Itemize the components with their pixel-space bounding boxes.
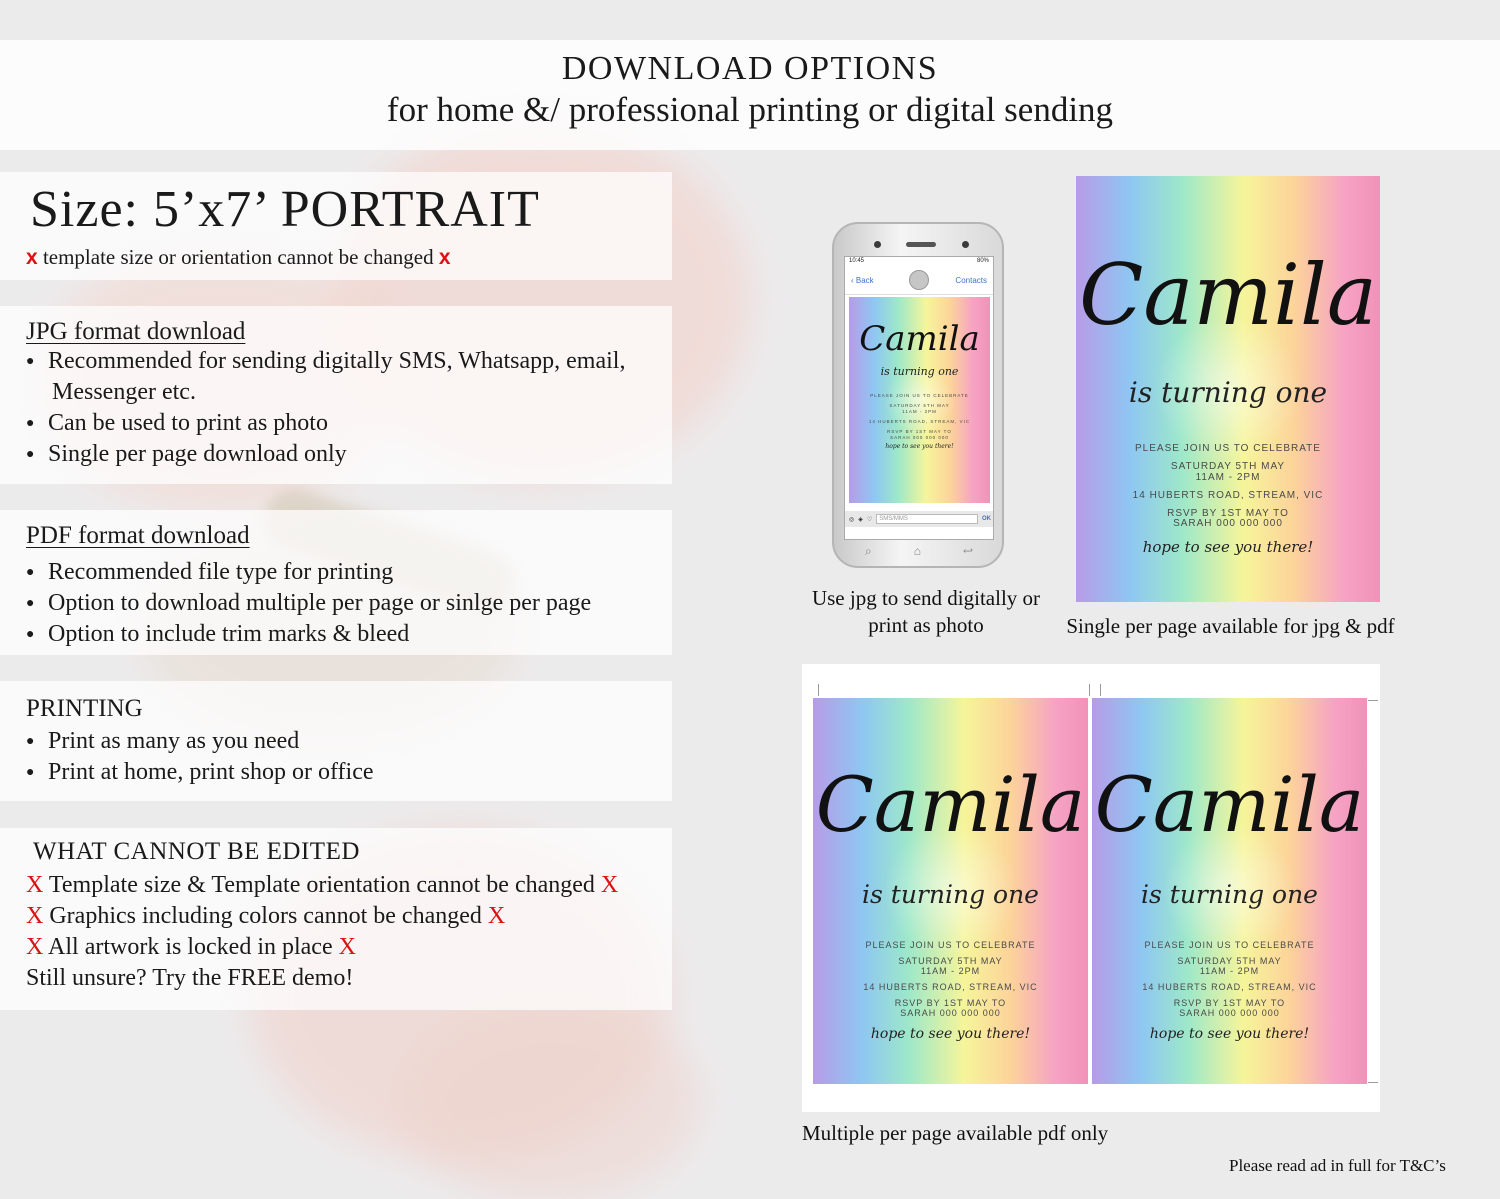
invite-line: 14 HUBERTS ROAD, STREAM, VIC (1142, 982, 1317, 992)
invite-line: SATURDAY 5TH MAY (898, 956, 1003, 966)
jpg-title: JPG format download (26, 318, 246, 345)
invite-hope: hope to see you there! (1149, 1026, 1310, 1042)
invite-line: SATURDAY 5TH MAY (889, 403, 950, 408)
phone-mockup (832, 222, 1004, 568)
avatar (909, 270, 929, 290)
invite-line: SATURDAY 5TH MAY (1177, 956, 1282, 966)
invite-line: SARAH 000 000 000 (900, 1008, 1001, 1018)
invite-line: RSVP BY 1ST MAY TO (1173, 998, 1286, 1008)
camera-icon[interactable]: ◎ (849, 516, 855, 523)
page-subtitle: for home &/ professional printing or digital sending (386, 90, 1114, 129)
red-x-icon: X (600, 872, 619, 898)
invite-line: SARAH 000 000 000 (1179, 1008, 1280, 1018)
list-item: ● Can be used to print as photo (26, 408, 625, 439)
invite-hope: hope to see you there! (1142, 538, 1314, 556)
invite-line: SARAH 000 000 000 (1173, 518, 1283, 529)
list-item: ● Recommended file type for printing (26, 557, 591, 588)
list-item: X All artwork is locked in place X (26, 934, 356, 960)
red-x-icon: X (26, 872, 44, 898)
invite-sub: is turning one (1128, 376, 1328, 409)
red-x-icon: X (338, 934, 356, 960)
list-item: ● Single per page download only (26, 439, 625, 470)
red-x-icon: X (26, 903, 44, 929)
red-x-icon: x (26, 246, 38, 269)
invite-line: RSVP BY 1ST MAY TO (1167, 508, 1289, 519)
phone-invitation (849, 297, 990, 503)
invite-line: PLEASE JOIN US TO CELEBRATE (1135, 443, 1321, 454)
list-item: ● Print as many as you need (26, 726, 374, 757)
header-banner (0, 40, 1500, 150)
red-x-icon: X (26, 934, 44, 960)
phone-screen (844, 256, 994, 540)
size-title: Size: 5’x7’ PORTRAIT (30, 181, 540, 238)
list-item-continuation: Messenger etc. (52, 379, 196, 405)
invite-hope: hope to see you there! (870, 1026, 1031, 1042)
status-time: 10:45 (849, 258, 865, 264)
invite-line: 14 HUBERTS ROAD, STREAM, VIC (1132, 490, 1324, 501)
printing-panel (0, 681, 672, 801)
search-icon[interactable]: ⌕ (865, 543, 872, 558)
invite-line: RSVP BY 1ST MAY TO (894, 998, 1007, 1008)
trim-mark (1368, 700, 1378, 701)
printing-title: PRINTING (26, 695, 143, 722)
back-link[interactable]: ‹ Back (851, 276, 874, 285)
message-input-bar (845, 511, 994, 527)
trim-mark (1368, 1082, 1378, 1083)
cannot-edit-list (26, 870, 618, 994)
sensor-icon (962, 241, 969, 248)
invite-sub: is turning one (862, 880, 1039, 909)
terms-note: Please read ad in full for T&C’s (1229, 1156, 1446, 1175)
invite-name: Camila (815, 760, 1086, 849)
speaker-icon (906, 242, 936, 247)
pdf-panel (0, 510, 672, 655)
list-item: ● Print at home, print shop or office (26, 757, 374, 788)
home-icon[interactable]: ⌂ (913, 543, 921, 558)
demo-note: Still unsure? Try the FREE demo! (26, 965, 354, 991)
invite-line: 11AM - 2PM (1199, 966, 1260, 976)
list-item: X Graphics including colors cannot be changed X (26, 903, 506, 929)
list-item: ● Option to download multiple per page or sinlge per page (26, 588, 591, 619)
invite-name: Camila (1079, 246, 1377, 344)
invite-line: PLEASE JOIN US TO CELEBRATE (870, 393, 969, 398)
red-x-icon: x (438, 246, 451, 269)
cannot-edit-title: WHAT CANNOT BE EDITED (33, 838, 360, 865)
contacts-link[interactable]: Contacts (955, 276, 987, 285)
multi-invitation-left (813, 698, 1088, 1084)
invite-line: RSVP BY 1ST MAY TO (887, 429, 952, 434)
phone-caption: Use jpg to send digitally or print as photo (811, 586, 1041, 637)
send-button[interactable]: OK (982, 516, 991, 522)
multi-invitation-right (1092, 698, 1367, 1084)
message-input[interactable]: SMS/MMS (876, 514, 978, 524)
size-panel (0, 172, 672, 280)
single-invitation (1076, 176, 1380, 602)
single-caption: Single per page available for jpg & pdf (1066, 614, 1395, 638)
multi-caption: Multiple per page available pdf only (802, 1121, 1109, 1145)
invite-line: 11AM - 2PM (920, 966, 981, 976)
invite-name: Camila (1094, 760, 1365, 849)
invite-name: Camila (859, 319, 980, 359)
status-battery: 80% (976, 258, 989, 264)
invite-hope: hope to see you there! (885, 443, 954, 450)
invite-sub: is turning one (1141, 880, 1318, 909)
pdf-list (26, 557, 591, 650)
invite-line: PLEASE JOIN US TO CELEBRATE (1144, 940, 1315, 950)
heart-icon[interactable]: ♡ (866, 516, 873, 523)
size-note (26, 245, 451, 270)
printing-list (26, 726, 374, 788)
list-item: ● Option to include trim marks & bleed (26, 619, 591, 650)
invite-line: 14 HUBERTS ROAD, STREAM, VIC (863, 982, 1038, 992)
red-x-icon: X (487, 903, 506, 929)
invite-line: 14 HUBERTS ROAD, STREAM, VIC (868, 419, 971, 424)
invite-sub: is turning one (880, 365, 959, 378)
size-note-text: template size or orientation cannot be changed (42, 245, 434, 269)
invite-line: 11AM - 2PM (902, 409, 937, 414)
message-nav-bar (845, 267, 993, 295)
trim-mark (818, 684, 819, 696)
list-item: ● Recommended for sending digitally SMS, Whatsapp, email, (26, 346, 625, 377)
status-bar (845, 257, 993, 267)
cannot-edit-panel (0, 828, 672, 1010)
page-title: DOWNLOAD OPTIONS (561, 50, 939, 87)
background-flower (400, 1000, 700, 1199)
invite-line: SARAH 000 000 000 (890, 435, 949, 440)
trim-mark (1100, 684, 1101, 696)
jpg-panel (0, 306, 672, 484)
pdf-title: PDF format download (26, 522, 250, 549)
invite-line: 11AM - 2PM (1195, 472, 1261, 483)
invite-line: SATURDAY 5TH MAY (1170, 461, 1286, 472)
trim-mark (1089, 684, 1090, 696)
jpg-list (26, 346, 625, 470)
camera-icon (874, 241, 881, 248)
phone-home-bar (844, 540, 994, 562)
invite-line: PLEASE JOIN US TO CELEBRATE (865, 940, 1036, 950)
apps-icon[interactable]: ◈ (858, 516, 863, 523)
back-icon[interactable]: ↩ (962, 543, 973, 558)
list-item: X Template size & Template orientation cannot be changed X (26, 872, 619, 898)
